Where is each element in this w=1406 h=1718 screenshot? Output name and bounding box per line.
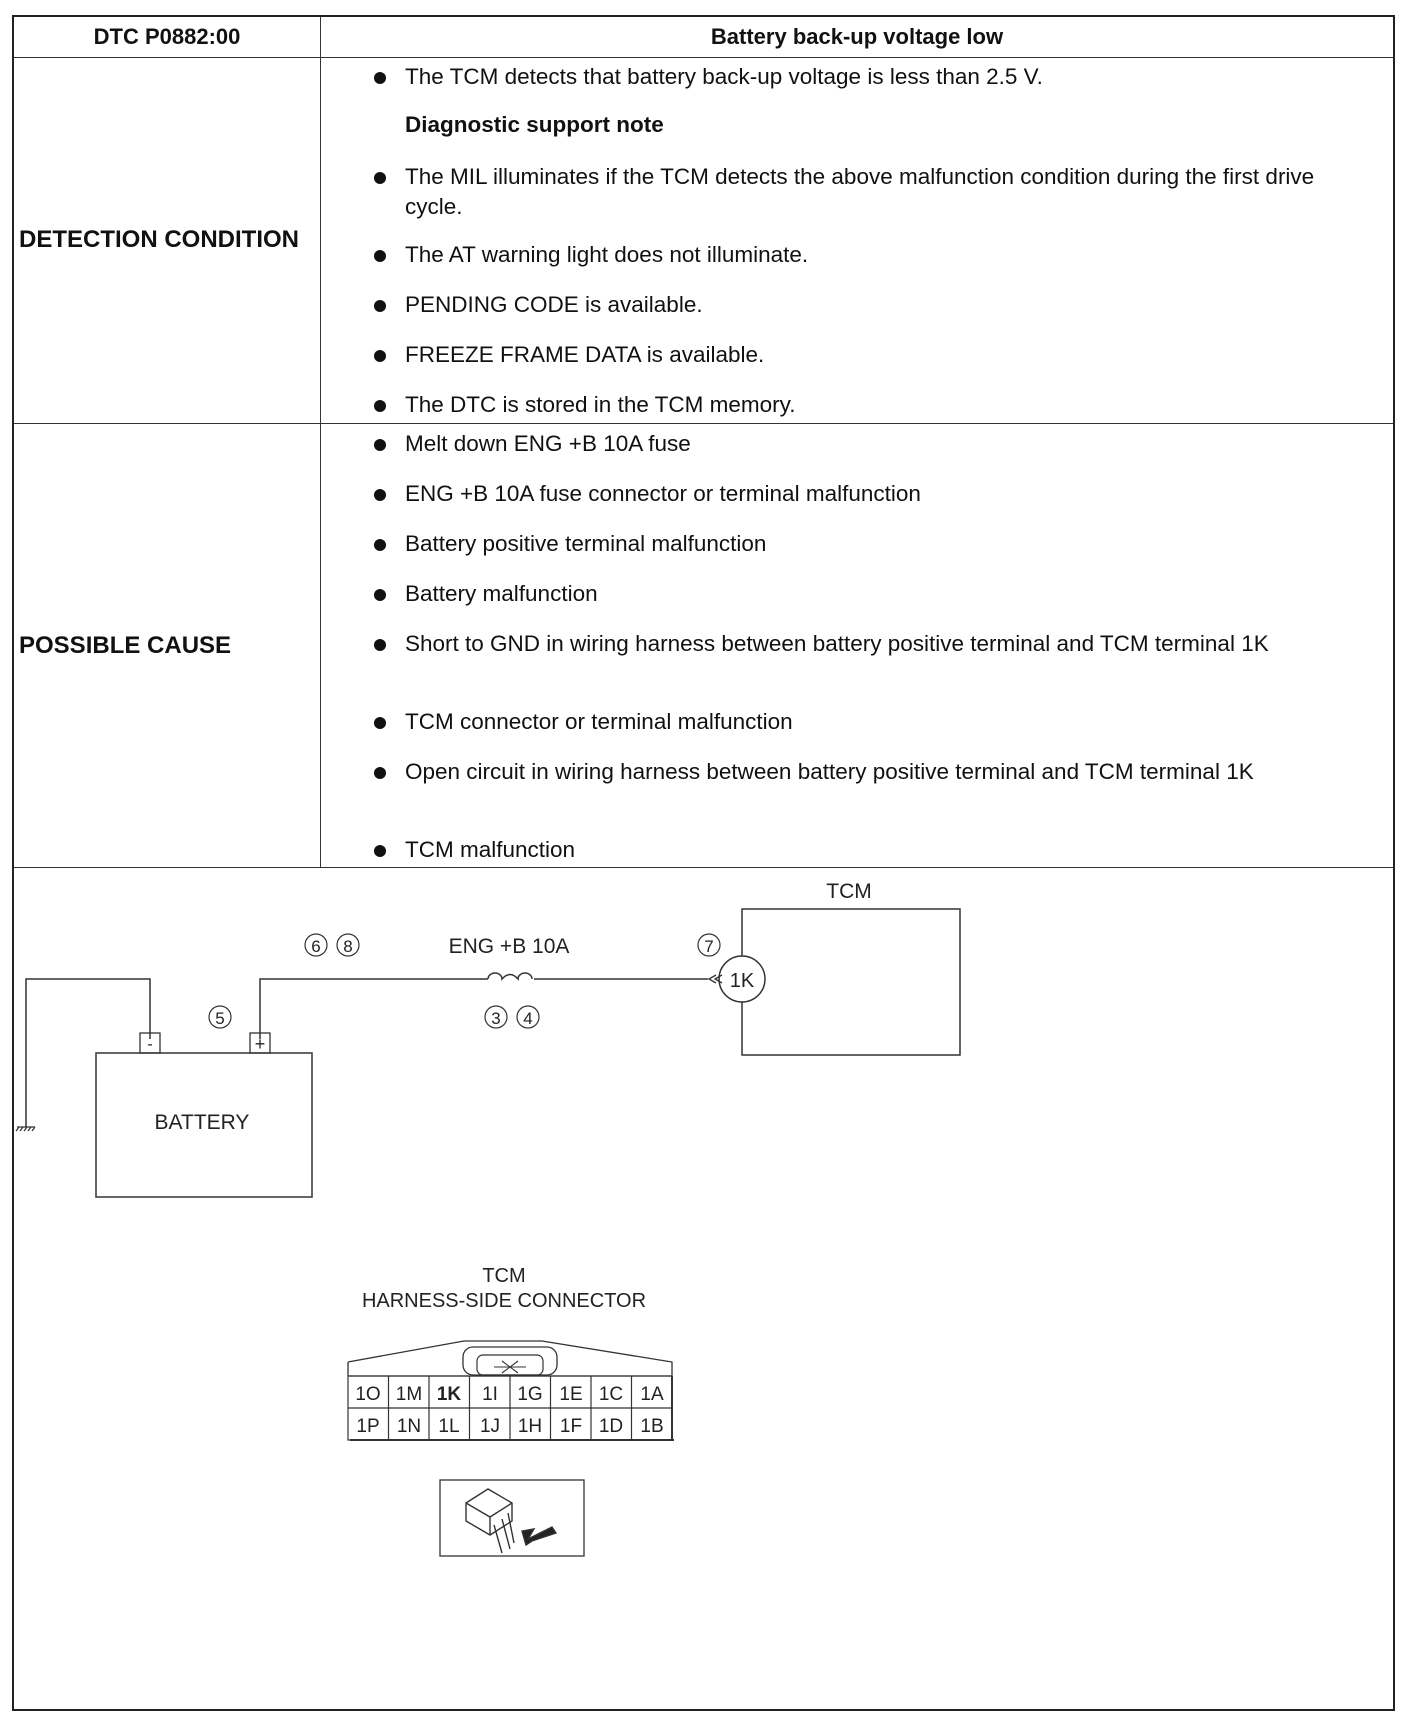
signal-wire (260, 979, 708, 1039)
pin-label: 1N (396, 1416, 422, 1437)
pin-label: 1F (559, 1416, 583, 1437)
fuse-label: ENG +B 10A (448, 935, 570, 958)
ref-number: 7 (704, 937, 714, 956)
pin-label: 1G (517, 1384, 543, 1405)
pin-label: 1C (598, 1384, 624, 1405)
connector-latch-mark (494, 1361, 526, 1373)
dtc-code: DTC P0882:00 (93, 24, 241, 49)
pin-label: 1H (517, 1416, 543, 1437)
ref-number: 8 (343, 937, 353, 956)
tcm-box (742, 909, 960, 1055)
pin-label: 1B (640, 1416, 664, 1437)
ref-number: 5 (215, 1009, 225, 1028)
pin-label: 1I (482, 1384, 498, 1405)
battery-label: BATTERY (154, 1111, 250, 1134)
detection-label: DETECTION CONDITION (19, 226, 299, 253)
pin-label: 1P (356, 1416, 380, 1437)
ref-number: 3 (491, 1009, 501, 1028)
tcm-label: TCM (826, 880, 872, 903)
fuse-icon (488, 973, 532, 979)
pin-label: 1M (395, 1384, 423, 1405)
ground-icon (16, 1127, 35, 1131)
terminal-1k-label: 1K (729, 970, 755, 992)
wiring-diagram (14, 17, 1393, 1709)
pin-label: 1L (438, 1416, 460, 1437)
cause-label: POSSIBLE CAUSE (19, 632, 232, 659)
battery-positive-sign: + (254, 1034, 266, 1054)
connector-title-harness: HARNESS-SIDE CONNECTOR (361, 1290, 647, 1312)
dtc-sheet: DTC P0882:00 Battery back-up voltage low DETECTION CONDITION Diagnostic support note The TCM detects that battery back-up voltage is less than 2.5 V. The MIL illuminates if the TCM detects the above malfunction condition during the first drive cycle. The AT warning light does not illuminate. PENDING CODE is available. FREEZE FRAME DATA is available. The DTC is stored in the TCM memory. POSSIBLE CAUSE Melt down ENG +B 10A fuse ENG +B 10A fuse connector or terminal malfunction Battery positive terminal malfunction Battery malfunction Short to GND in wiring harness between battery positive terminal and TCM terminal 1K TCM connector or terminal malfunction Open circuit in wiring harness between battery positive terminal and TCM terminal 1K TCM malfunction TCM 1K ENG +B 10A - + BATTERY 6 8 3 4 5 7 TCM HARNESS-SIDE CONNECTOR 1O 1M 1K 1I 1G 1E 1C 1A 1P 1N 1L 1J 1H 1F 1D 1B (12, 15, 1395, 1711)
connector-title-tcm: TCM (482, 1265, 526, 1287)
connector-latch-inner (477, 1355, 543, 1375)
pin-label: 1K (436, 1384, 462, 1405)
connector-view-icon (466, 1489, 556, 1553)
ref-number: 4 (523, 1009, 533, 1028)
dtc-description: Battery back-up voltage low (710, 24, 1004, 49)
pin-label: 1J (479, 1416, 501, 1437)
pin-label: 1A (640, 1384, 664, 1405)
ref-number: 6 (311, 937, 321, 956)
battery-negative-sign: - (147, 1036, 153, 1053)
connector-housing (348, 1341, 672, 1376)
diagnostic-support-note: Diagnostic support note (405, 112, 664, 137)
pin-label: 1D (598, 1416, 624, 1437)
pin-label: 1O (355, 1384, 381, 1405)
pin-label: 1E (559, 1384, 583, 1405)
